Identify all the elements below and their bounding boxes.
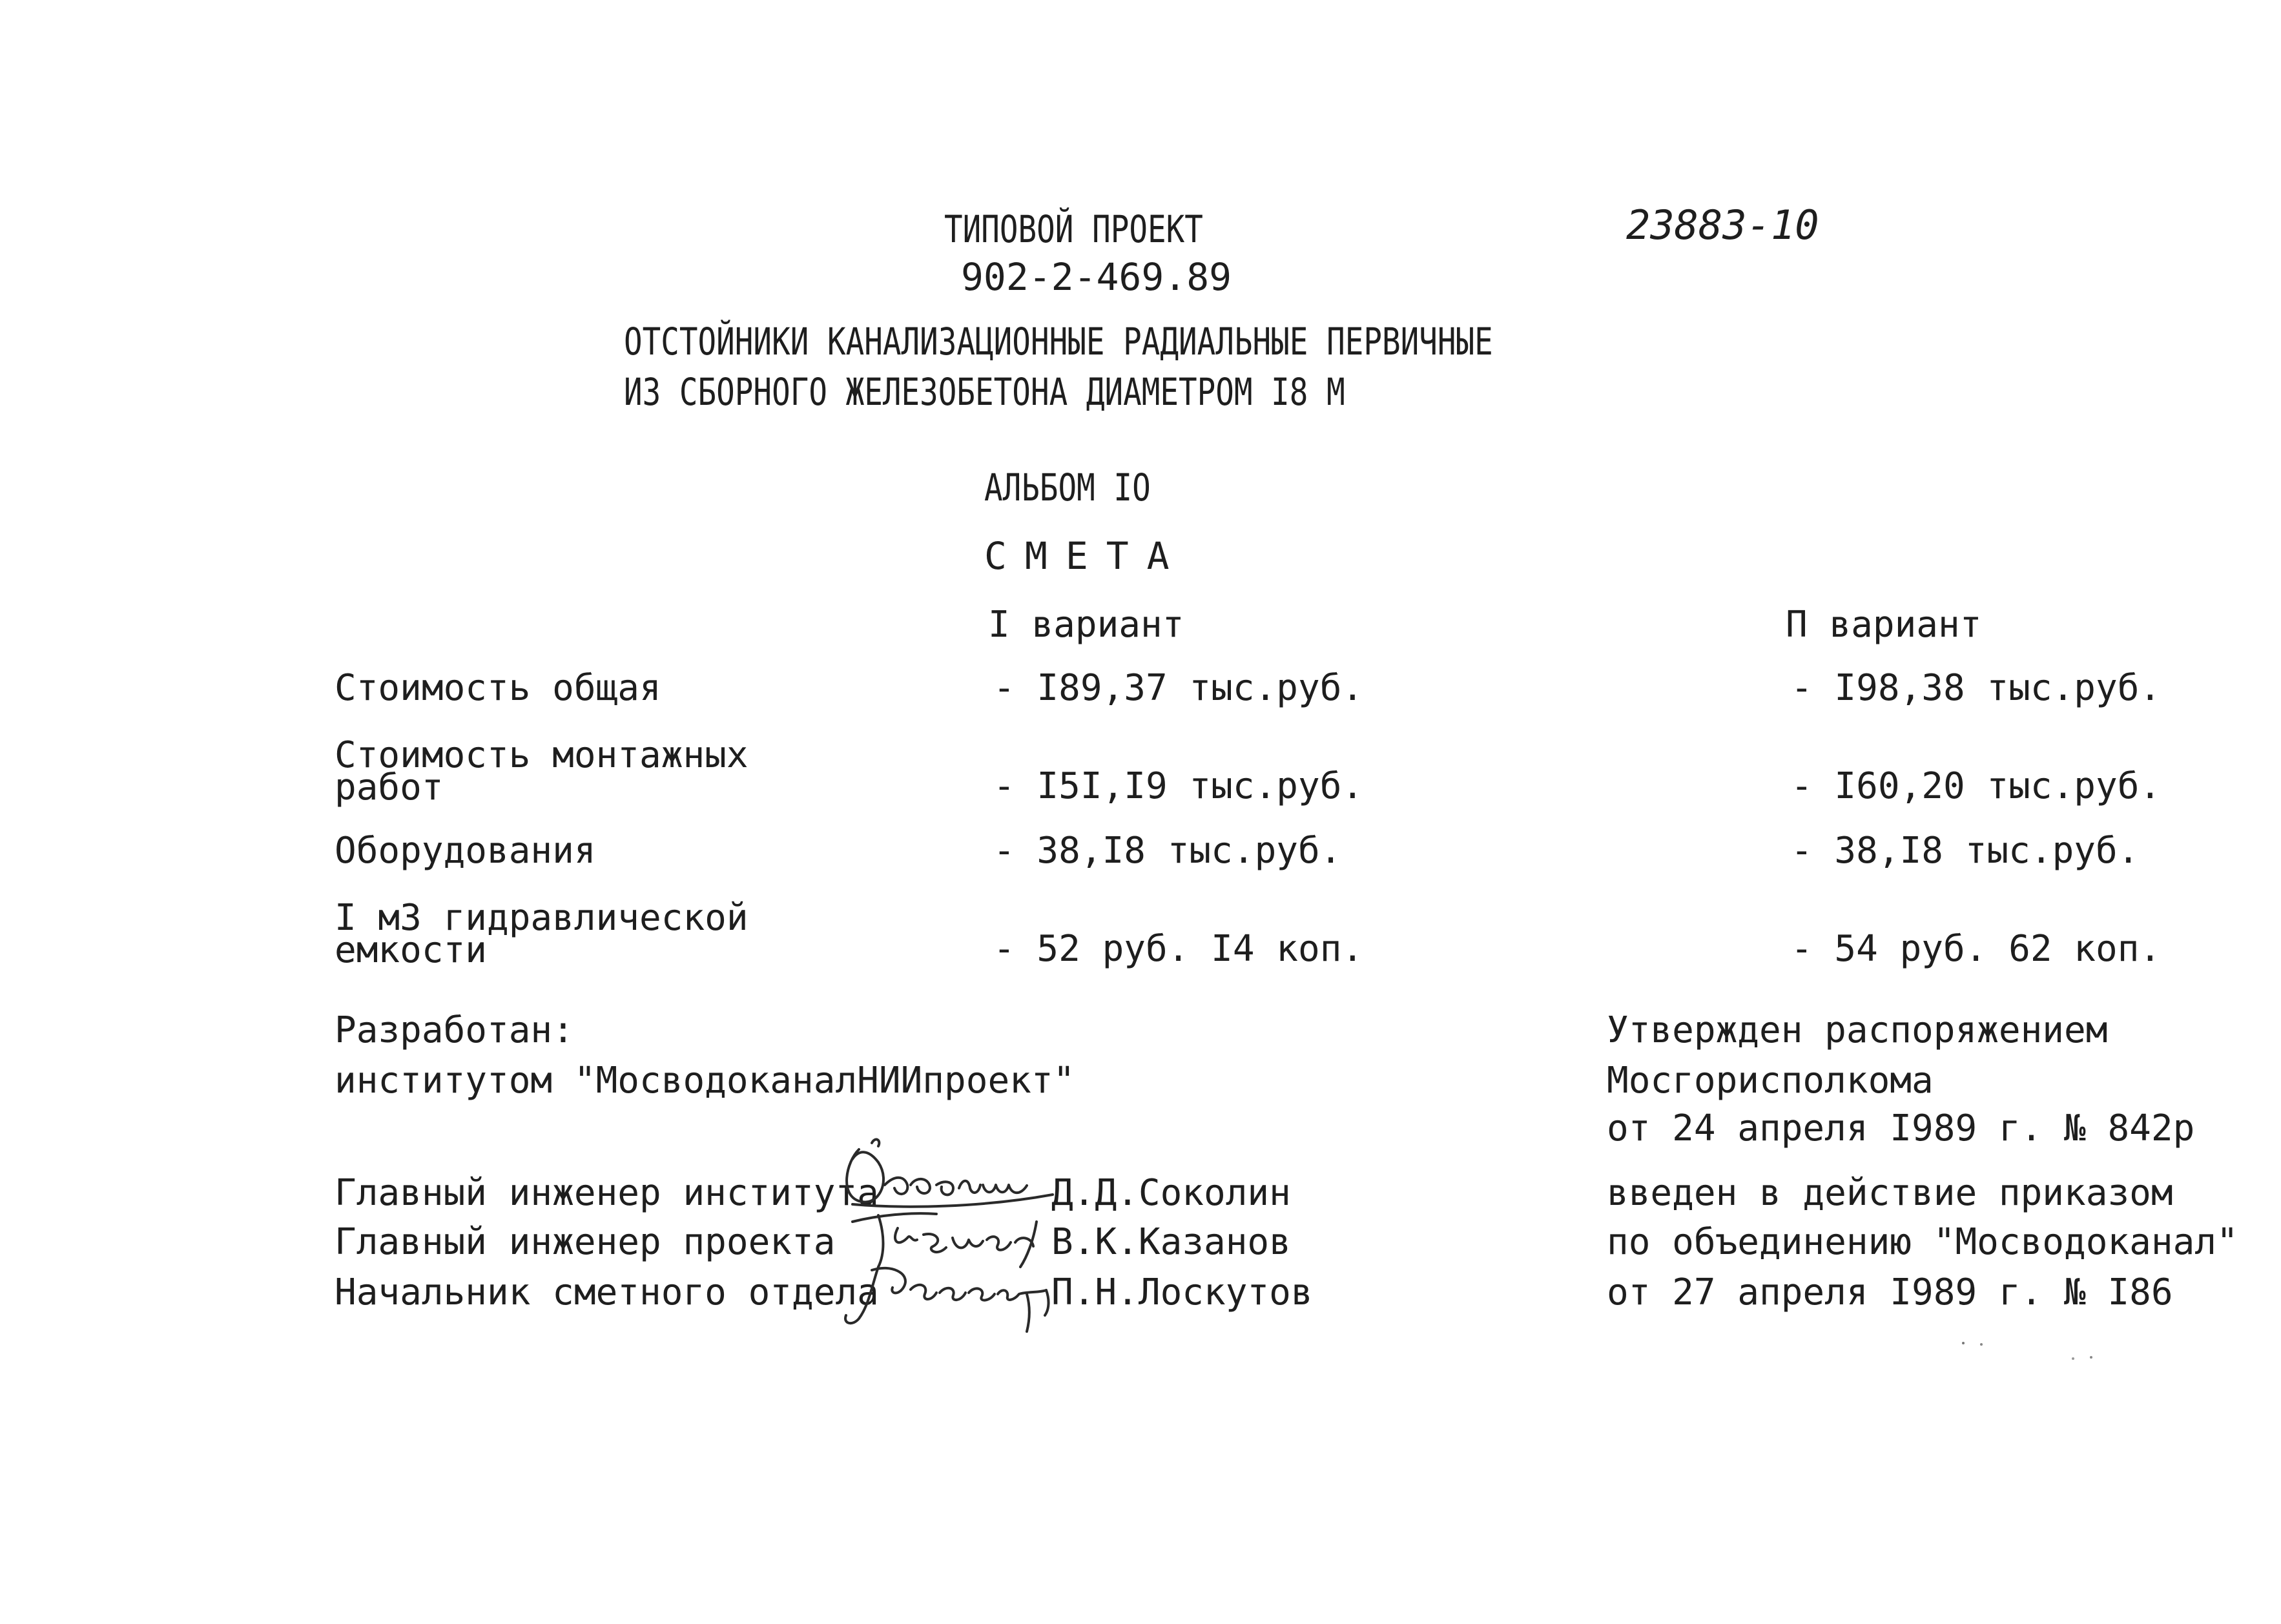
row-value-v2: - I98,38 тыс.руб. [1791,667,2162,709]
approval-line-1: Утвержден распоряжением [1607,1009,2108,1051]
project-code: 902-2-469.89 [961,255,1232,299]
album-label: АЛЬБОМ IO [984,466,1151,509]
row-label: Стоимость монтажных [335,734,748,776]
row-label-cont: работ [335,766,444,808]
scan-specks [1957,1337,2112,1362]
row-value-v1: - I89,37 тыс.руб. [993,667,1364,709]
doc-number: 23883-10 [1626,201,1819,249]
row-label-cont: емкости [335,929,488,971]
developed-institute: институтом "МосводоканалНИИпроект" [335,1060,1075,1102]
signatory-role: Главный инженер института [335,1172,879,1214]
section-title: СМЕТА [984,534,1188,578]
project-type: ТИПОВОЙ ПРОЕКТ [944,207,1203,251]
approval-line-6: от 27 апреля I989 г. № I86 [1607,1271,2173,1313]
approval-line-5: по объединению "Мосводоканал" [1607,1221,2238,1263]
developed-label: Разработан: [335,1009,574,1051]
signatory-name: П.Н.Лоскутов [1051,1271,1313,1313]
row-value-v1: - 52 руб. I4 коп. [993,928,1364,970]
approval-line-2: Мосгорисполкома [1607,1060,1934,1102]
row-value-v1: - I5I,I9 тыс.руб. [993,765,1364,807]
row-label: Стоимость общая [335,667,661,709]
row-value-v2: - 54 руб. 62 коп. [1791,928,2162,970]
title-line-1: ОТСТОЙНИКИ КАНАЛИЗАЦИОННЫЕ РАДИАЛЬНЫЕ ПЕРВИЧНЫЕ [624,320,1493,364]
row-value-v2: - 38,I8 тыс.руб. [1791,830,2140,872]
approval-line-3: от 24 апреля I989 г. № 842р [1607,1107,2195,1149]
variant-2-header: П вариант [1786,604,1982,646]
title-line-2: ИЗ СБОРНОГО ЖЕЛЕЗОБЕТОНА ДИАМЕТРОМ I8 М [624,370,1345,414]
row-label: Оборудования [335,830,596,872]
row-value-v2: - I60,20 тыс.руб. [1791,765,2162,807]
signatory-role: Начальник сметного отдела [335,1271,879,1313]
row-label: I м3 гидравлической [335,897,748,939]
variant-1-header: I вариант [988,604,1184,646]
row-value-v1: - 38,I8 тыс.руб. [993,830,1342,872]
signatory-name: Д.Д.Соколин [1051,1172,1291,1214]
approval-line-4: введен в действие приказом [1607,1172,2173,1214]
signatory-role: Главный инженер проекта [335,1221,836,1263]
signature-loskutov [833,1254,1079,1338]
signatory-name: В.К.Казанов [1051,1221,1291,1263]
